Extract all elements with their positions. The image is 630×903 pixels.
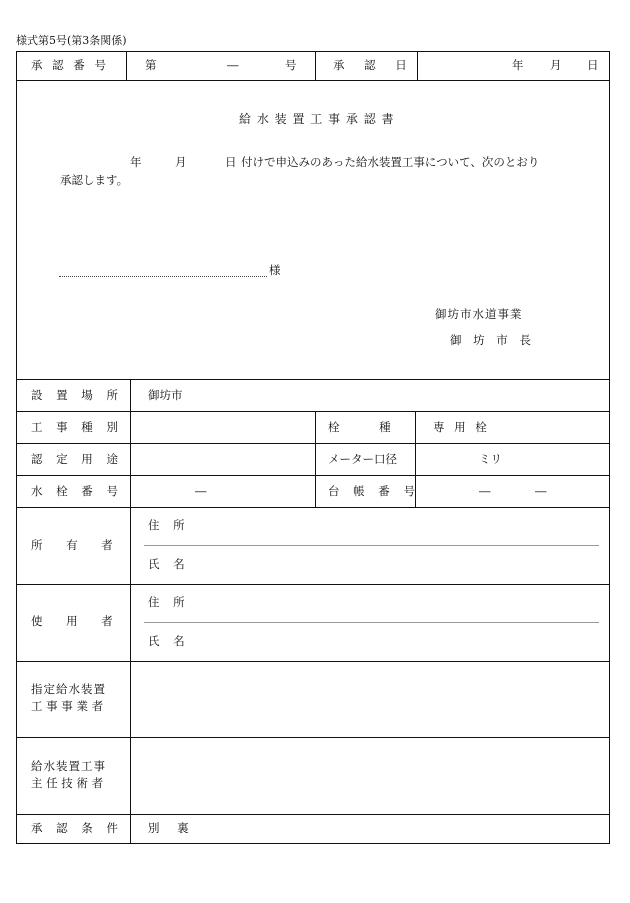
divider bbox=[17, 661, 609, 662]
user-label: 使 用 者 bbox=[31, 614, 113, 628]
hydrant-number-label: 水 栓 番 号 bbox=[31, 484, 123, 498]
approval-form bbox=[16, 51, 610, 844]
divider bbox=[17, 80, 609, 81]
owner-address-label: 住 所 bbox=[148, 518, 190, 532]
meter-diameter-label: メーター口径 bbox=[328, 452, 397, 466]
meter-unit: ミリ bbox=[479, 452, 502, 466]
hydrant-dash: ― bbox=[195, 484, 207, 498]
divider bbox=[17, 814, 609, 815]
divider bbox=[315, 52, 316, 80]
date-month: 月 bbox=[550, 58, 562, 72]
chief-engineer-label-2: 主 任 技 術 者 bbox=[31, 776, 104, 790]
owner-label: 所 有 者 bbox=[31, 538, 113, 552]
ledger-dash-1: ― bbox=[479, 484, 491, 498]
addressee-line bbox=[59, 276, 267, 277]
divider bbox=[315, 411, 316, 507]
divider bbox=[17, 379, 609, 380]
divider bbox=[17, 411, 609, 412]
owner-name-label: 氏 名 bbox=[148, 557, 190, 571]
body-day: 日 bbox=[225, 155, 237, 169]
approval-conditions-value: 別 裏 bbox=[148, 821, 189, 835]
user-separator bbox=[144, 622, 599, 623]
chief-engineer-label-1: 給水装置工事 bbox=[31, 759, 106, 773]
date-day: 日 bbox=[587, 58, 599, 72]
designated-contractor-label-2: 工 事 事 業 者 bbox=[31, 699, 104, 713]
body-month: 月 bbox=[175, 155, 187, 169]
number-dash: ― bbox=[227, 58, 239, 72]
divider bbox=[17, 507, 609, 508]
date-year: 年 bbox=[512, 58, 524, 72]
form-number-label: 様式第5号(第3条関係) bbox=[16, 34, 127, 47]
document-title: 給 水 装 置 工 事 承 認 書 bbox=[239, 112, 395, 126]
tap-type-value: 専 用 栓 bbox=[433, 420, 490, 434]
approval-conditions-label: 承 認 条 件 bbox=[31, 821, 123, 835]
body-year: 年 bbox=[130, 155, 142, 169]
ledger-dash-2: ― bbox=[535, 484, 547, 498]
divider bbox=[17, 475, 609, 476]
work-type-label: 工 事 種 別 bbox=[31, 420, 123, 434]
body-sentence-line1: 付けで申込みのあった給水装置工事について、次のとおり bbox=[241, 155, 540, 169]
issuer-organization: 御坊市水道事業 bbox=[435, 307, 523, 321]
user-name-label: 氏 名 bbox=[148, 634, 190, 648]
divider bbox=[130, 379, 131, 844]
owner-separator bbox=[144, 545, 599, 546]
addressee-suffix: 様 bbox=[269, 263, 281, 277]
user-address-label: 住 所 bbox=[148, 595, 190, 609]
purpose-label: 認 定 用 途 bbox=[31, 452, 123, 466]
ledger-number-label: 台 帳 番 号 bbox=[328, 484, 420, 498]
number-prefix: 第 bbox=[145, 58, 157, 72]
number-suffix: 号 bbox=[285, 58, 297, 72]
body-sentence-line2: 承認します。 bbox=[60, 173, 129, 187]
tap-type-label: 栓 種 bbox=[328, 420, 391, 434]
divider bbox=[417, 52, 418, 80]
location-label: 設 置 場 所 bbox=[31, 388, 123, 402]
approval-number-label: 承 認 番 号 bbox=[31, 58, 109, 72]
location-value: 御坊市 bbox=[148, 388, 183, 402]
issuer-title: 御 坊 市 長 bbox=[450, 333, 535, 347]
designated-contractor-label-1: 指定給水装置 bbox=[31, 682, 106, 696]
divider bbox=[17, 737, 609, 738]
approval-date-label: 承 認 日 bbox=[333, 58, 415, 72]
divider bbox=[126, 52, 127, 80]
divider bbox=[17, 584, 609, 585]
divider bbox=[17, 443, 609, 444]
